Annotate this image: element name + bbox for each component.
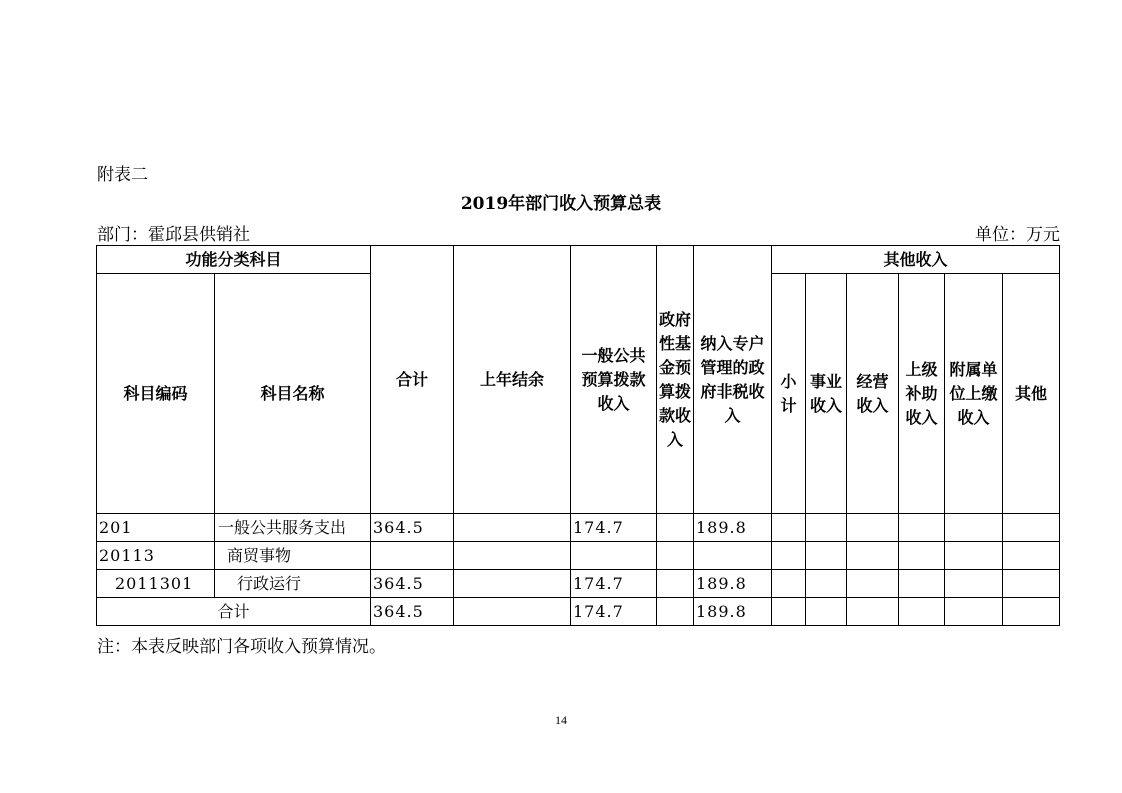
- row-general: [571, 542, 657, 570]
- header-other: 其他: [1003, 274, 1060, 514]
- header-special-account: 纳入专户管理的政府非税收入: [694, 246, 772, 514]
- budget-table: [96, 245, 1060, 626]
- row-special: [694, 542, 772, 570]
- page-title: 2019年部门收入预算总表: [460, 194, 662, 214]
- row-total: 364.5: [371, 514, 454, 542]
- page-number: 14: [555, 713, 567, 727]
- row-name: 一般公共服务支出: [215, 514, 371, 542]
- row-special: 189.8: [694, 514, 772, 542]
- unit-label: 单位：万元: [975, 225, 1060, 245]
- table-row: [97, 514, 1060, 542]
- row-name: 商贸事物: [215, 542, 371, 570]
- row-total: [371, 542, 454, 570]
- table-row: [97, 542, 1060, 570]
- total-special: 189.8: [694, 598, 772, 626]
- attachment-label: 附表二: [97, 165, 148, 185]
- total-row: [97, 598, 1060, 626]
- row-code: 2011301: [97, 570, 215, 598]
- table-row: [97, 570, 1060, 598]
- row-code: 201: [97, 514, 215, 542]
- header-superior-subsidy: 上级补助收入: [899, 274, 945, 514]
- table-note: 注：本表反映部门各项收入预算情况。: [97, 637, 386, 657]
- header-operating-income: 经营收入: [847, 274, 899, 514]
- total-label: 合计: [97, 598, 371, 626]
- header-gov-fund: 政府性基金预算拨款收入: [657, 246, 694, 514]
- header-enterprise-income: 事业收入: [806, 274, 847, 514]
- header-subject-code: 科目编码: [97, 274, 215, 514]
- header-general-budget: 一般公共预算拨款收入: [571, 246, 657, 514]
- header-affiliated-income: 附属单位上缴收入: [945, 274, 1003, 514]
- total-general: 174.7: [571, 598, 657, 626]
- row-total: 364.5: [371, 570, 454, 598]
- row-code: 20113: [97, 542, 215, 570]
- total-total: 364.5: [371, 598, 454, 626]
- department-label: 部门：霍邱县供销社: [97, 225, 250, 245]
- header-prev-balance: 上年结余: [454, 246, 571, 514]
- header-other-income: 其他收入: [772, 246, 1060, 274]
- header-total: 合计: [371, 246, 454, 514]
- header-function-group: 功能分类科目: [97, 246, 371, 274]
- row-special: 189.8: [694, 570, 772, 598]
- header-subtotal: 小计: [772, 274, 806, 514]
- header-subject-name: 科目名称: [215, 274, 371, 514]
- row-general: 174.7: [571, 514, 657, 542]
- row-general: 174.7: [571, 570, 657, 598]
- row-name: 行政运行: [215, 570, 371, 598]
